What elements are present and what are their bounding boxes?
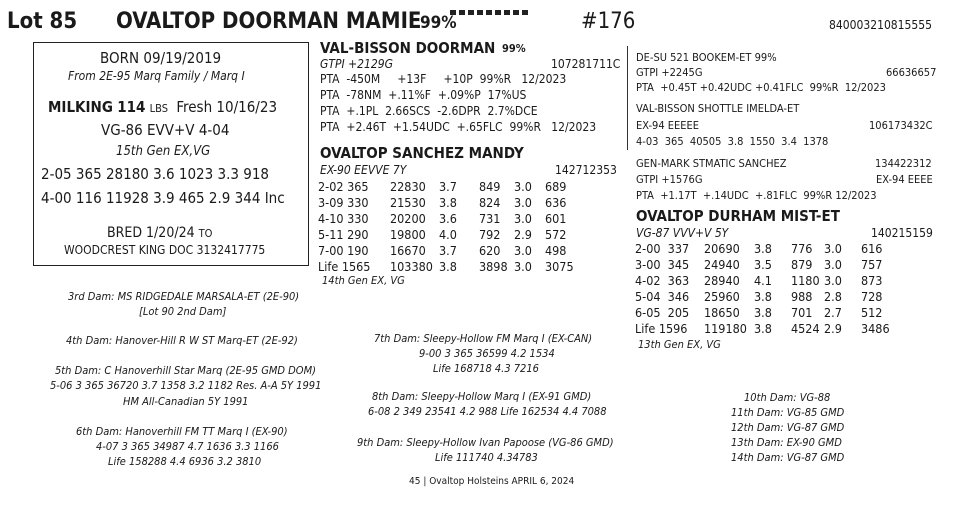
record-cell: 7-00 190	[318, 243, 369, 258]
dam-record-row	[318, 179, 638, 195]
dam6-line: 4-07 3 365 34987 4.7 1636 3.3 1166	[96, 440, 279, 453]
record-cell: 616	[861, 241, 883, 256]
dam-dam-classification: VG-87 VVV+V 5Y	[636, 226, 729, 240]
dam-record-row	[318, 227, 638, 243]
milking-value: 114	[117, 98, 146, 116]
record-cell: 3.8	[439, 259, 457, 274]
dam-id: 142712353	[555, 163, 617, 177]
record-line: 4-00 116 11928 3.9 465 2.9 344 Inc	[41, 189, 285, 207]
sire-gtpi: GTPI +2129G	[320, 57, 393, 71]
sire-percent: 99%	[502, 42, 526, 55]
dam9-line: Life 111740 4.34783	[435, 451, 538, 464]
generation: 15th Gen EX,VG	[116, 144, 211, 159]
record-cell: 28940	[704, 273, 740, 288]
record-cell: 701	[791, 305, 813, 320]
sire-pta-line: PTA +2.46T +1.54UDC +.65FLC 99%R 12/2023	[320, 120, 597, 134]
record-cell: 824	[479, 195, 501, 210]
record-cell: 879	[791, 257, 813, 272]
bred-line	[107, 225, 212, 241]
record-cell: 776	[791, 241, 813, 256]
record-cell: 18650	[704, 305, 740, 320]
record-cell: 988	[791, 289, 813, 304]
dam6-line: Life 158288 4.4 6936 3.2 3810	[108, 455, 262, 468]
record-cell: 5-04 346	[635, 289, 690, 304]
record-cell: 601	[545, 211, 567, 226]
page-number: 45	[409, 476, 421, 487]
dam8-title: 8th Dam: Sleepy-Hollow Marq I (EX-91 GMD)	[372, 390, 592, 403]
milking-unit: LBS	[149, 102, 169, 115]
footer-text: Ovaltop Holsteins APRIL 6, 2024	[429, 476, 575, 487]
footer-separator: |	[423, 476, 427, 487]
record-cell: 689	[545, 179, 567, 194]
family-line: From 2E-95 Marq Family / Marq I	[68, 69, 245, 83]
record-cell: 731	[479, 211, 501, 226]
dam-dam-id: 140215159	[871, 226, 933, 240]
record-cell: Life 1596	[635, 321, 688, 336]
dam-dam-record-row	[635, 273, 955, 289]
dam5-line: HM All-Canadian 5Y 1991	[123, 395, 249, 408]
top-edge-marks	[450, 0, 540, 5]
dam3-line: [Lot 90 2nd Dam]	[139, 305, 227, 318]
record-cell: 3.8	[754, 305, 772, 320]
later-dam: 11th Dam: VG-85 GMD	[731, 406, 845, 419]
record-cell: 1180	[791, 273, 820, 288]
sire-sire-name	[636, 51, 777, 64]
sire-sire-title: DE-SU 521 BOOKEM-ET	[636, 51, 752, 64]
later-dam: 12th Dam: VG-87 GMD	[731, 421, 845, 434]
record-cell: 3486	[861, 321, 890, 336]
dam5-line: 5-06 3 365 36720 3.7 1358 3.2 1182 Res. A-A 5Y 1991	[50, 379, 322, 392]
fresh-date: Fresh 10/16/23	[176, 98, 278, 116]
record-cell: 3898	[479, 259, 508, 274]
dam-sire-pta: PTA +1.17T +.14UDC +.81FLC 99%R 12/2023	[636, 189, 877, 202]
record-cell: 636	[545, 195, 567, 210]
record-cell: 16670	[390, 243, 426, 258]
lot-percent: 99%	[420, 13, 457, 33]
dam-record-row	[318, 259, 638, 275]
classification: VG-86 EVV+V 4-04	[101, 121, 230, 139]
dam-record-row	[318, 211, 638, 227]
sire-dam-record: 4-03 365 40505 3.8 1550 3.4 1378	[636, 135, 829, 148]
sire-sire-percent: 99%	[754, 51, 777, 64]
dam7-line: 9-00 3 365 36599 4.2 1534	[419, 347, 555, 360]
sire-dam-name: VAL-BISSON SHOTTLE IMELDA-ET	[636, 102, 800, 115]
record-cell: 3.8	[754, 241, 772, 256]
record-cell: 5-11 290	[318, 227, 369, 242]
record-cell: 3.8	[754, 289, 772, 304]
record-cell: 3.0	[514, 179, 532, 194]
dam-name: OVALTOP SANCHEZ MANDY	[320, 144, 524, 162]
dam-classification: EX-90 EEVVE 7Y	[320, 163, 407, 177]
record-cell: 792	[479, 227, 501, 242]
record-cell: 3.8	[754, 321, 772, 336]
record-cell: 3.7	[439, 243, 457, 258]
dam9-title: 9th Dam: Sleepy-Hollow Ivan Papoose (VG-86 GMD)	[357, 436, 614, 449]
record-cell: 4.1	[754, 273, 772, 288]
later-dam: 13th Dam: EX-90 GMD	[731, 436, 842, 449]
record-cell: 3.0	[514, 211, 532, 226]
bred-sire: WOODCREST KING DOC 3132417775	[64, 243, 266, 257]
record-cell: 2-02 365	[318, 179, 369, 194]
record-cell: 4-10 330	[318, 211, 369, 226]
bred-to: TO	[198, 227, 213, 240]
record-cell: 3.0	[824, 273, 842, 288]
lot-label: Lot 85	[7, 9, 78, 34]
sire-pta-line: PTA +.1PL 2.66SCS -2.6DPR 2.7%DCE	[320, 104, 538, 118]
dam-dam-record-row	[635, 321, 955, 337]
record-cell: 3.0	[824, 241, 842, 256]
sire-sire-pta: PTA +0.45T +0.42UDC +0.41FLC 99%R 12/2023	[636, 81, 886, 94]
sire-sire-gtpi: GTPI +2245G	[636, 66, 703, 79]
dam5-title: 5th Dam: C Hanoverhill Star Marq (2E-95 GMD DOM)	[55, 364, 316, 377]
record-cell: 2.7	[824, 305, 842, 320]
record-cell: 6-05 205	[635, 305, 690, 320]
record-cell: 103380	[390, 259, 433, 274]
record-cell: 728	[861, 289, 883, 304]
dam-record-row	[318, 243, 638, 259]
record-cell: 620	[479, 243, 501, 258]
dam-dam-record-row	[635, 289, 955, 305]
milking-line	[48, 98, 277, 116]
record-cell: 20200	[390, 211, 426, 226]
record-cell: 3.0	[514, 195, 532, 210]
record-cell: 2.9	[824, 321, 842, 336]
record-line: 2-05 365 28180 3.6 1023 3.3 918	[41, 165, 269, 183]
record-cell: 4-02 363	[635, 273, 690, 288]
record-cell: 2.9	[514, 227, 532, 242]
dam-dam-name: OVALTOP DURHAM MIST-ET	[636, 207, 840, 225]
record-cell: 3.0	[514, 259, 532, 274]
sire-pta-line: PTA -450M +13F +10P 99%R 12/2023	[320, 72, 567, 86]
dam6-title: 6th Dam: Hanoverhill FM TT Marq I (EX-90)	[76, 425, 288, 438]
divider-line	[627, 46, 628, 150]
page-footer	[409, 476, 574, 487]
dam-generation: 14th Gen EX, VG	[322, 274, 405, 287]
record-cell: 873	[861, 273, 883, 288]
bred-date: BRED 1/20/24	[107, 225, 195, 241]
record-cell: 3.7	[439, 179, 457, 194]
sire-id: 107281711C	[551, 57, 621, 71]
dam7-title: 7th Dam: Sleepy-Hollow FM Marq I (EX-CAN)	[374, 332, 593, 345]
record-cell: 4524	[791, 321, 820, 336]
dam-sire-gtpi: GTPI +1576G	[636, 173, 703, 186]
record-cell: 119180	[704, 321, 747, 336]
record-cell: 24940	[704, 257, 740, 272]
lot-reg-id: 840003210815555	[829, 18, 933, 32]
record-cell: 3.8	[439, 195, 457, 210]
record-cell: 498	[545, 243, 567, 258]
later-dam: 10th Dam: VG-88	[744, 391, 831, 404]
dam-sire-id: 134422312	[875, 157, 932, 170]
record-cell: 2.8	[824, 289, 842, 304]
record-cell: 3-09 330	[318, 195, 369, 210]
record-cell: 3.0	[514, 243, 532, 258]
dam8-line: 6-08 2 349 23541 4.2 988 Life 162534 4.4 7088	[368, 405, 607, 418]
record-cell: 3.0	[824, 257, 842, 272]
record-cell: 19800	[390, 227, 426, 242]
record-cell: 4.0	[439, 227, 457, 242]
record-cell: 21530	[390, 195, 426, 210]
dam-dam-generation: 13th Gen EX, VG	[638, 338, 721, 351]
record-cell: 3075	[545, 259, 574, 274]
later-dam: 14th Dam: VG-87 GMD	[731, 451, 845, 464]
dam-dam-record-row	[635, 241, 955, 257]
born-date: BORN 09/19/2019	[100, 49, 222, 67]
dam7-line: Life 168718 4.3 7216	[433, 362, 539, 375]
record-cell: 20690	[704, 241, 740, 256]
record-cell: Life 1565	[318, 259, 371, 274]
lot-number: #176	[581, 9, 636, 34]
record-cell: 572	[545, 227, 567, 242]
dam-dam-record-row	[635, 257, 955, 273]
record-cell: 25960	[704, 289, 740, 304]
dam-sire-name: GEN-MARK STMATIC SANCHEZ	[636, 157, 787, 170]
record-cell: 3.6	[439, 211, 457, 226]
sire-name: VAL-BISSON DOORMAN	[320, 39, 496, 57]
record-cell: 3.5	[754, 257, 772, 272]
sire-sire-id: 66636657	[886, 66, 937, 79]
dam4-title: 4th Dam: Hanover-Hill R W ST Marq-ET (2E-92)	[66, 334, 298, 347]
dam3-title: 3rd Dam: MS RIDGEDALE MARSALA-ET (2E-90)	[68, 290, 300, 303]
milking-label: MILKING	[48, 98, 113, 116]
lot-name: OVALTOP DOORMAN MAMIE	[116, 9, 422, 34]
record-cell: 3-00 345	[635, 257, 690, 272]
dam-dam-record-row	[635, 305, 955, 321]
record-cell: 22830	[390, 179, 426, 194]
record-cell: 512	[861, 305, 883, 320]
sire-dam-id: 106173432C	[869, 119, 933, 132]
dam-sire-classification: EX-94 EEEE	[876, 173, 933, 186]
record-cell: 757	[861, 257, 883, 272]
dam-record-row	[318, 195, 638, 211]
record-cell: 849	[479, 179, 501, 194]
record-cell: 2-00 337	[635, 241, 690, 256]
sire-pta-line: PTA -78NM +.11%F +.09%P 17%US	[320, 88, 527, 102]
sire-dam-classification: EX-94 EEEEE	[636, 119, 700, 132]
